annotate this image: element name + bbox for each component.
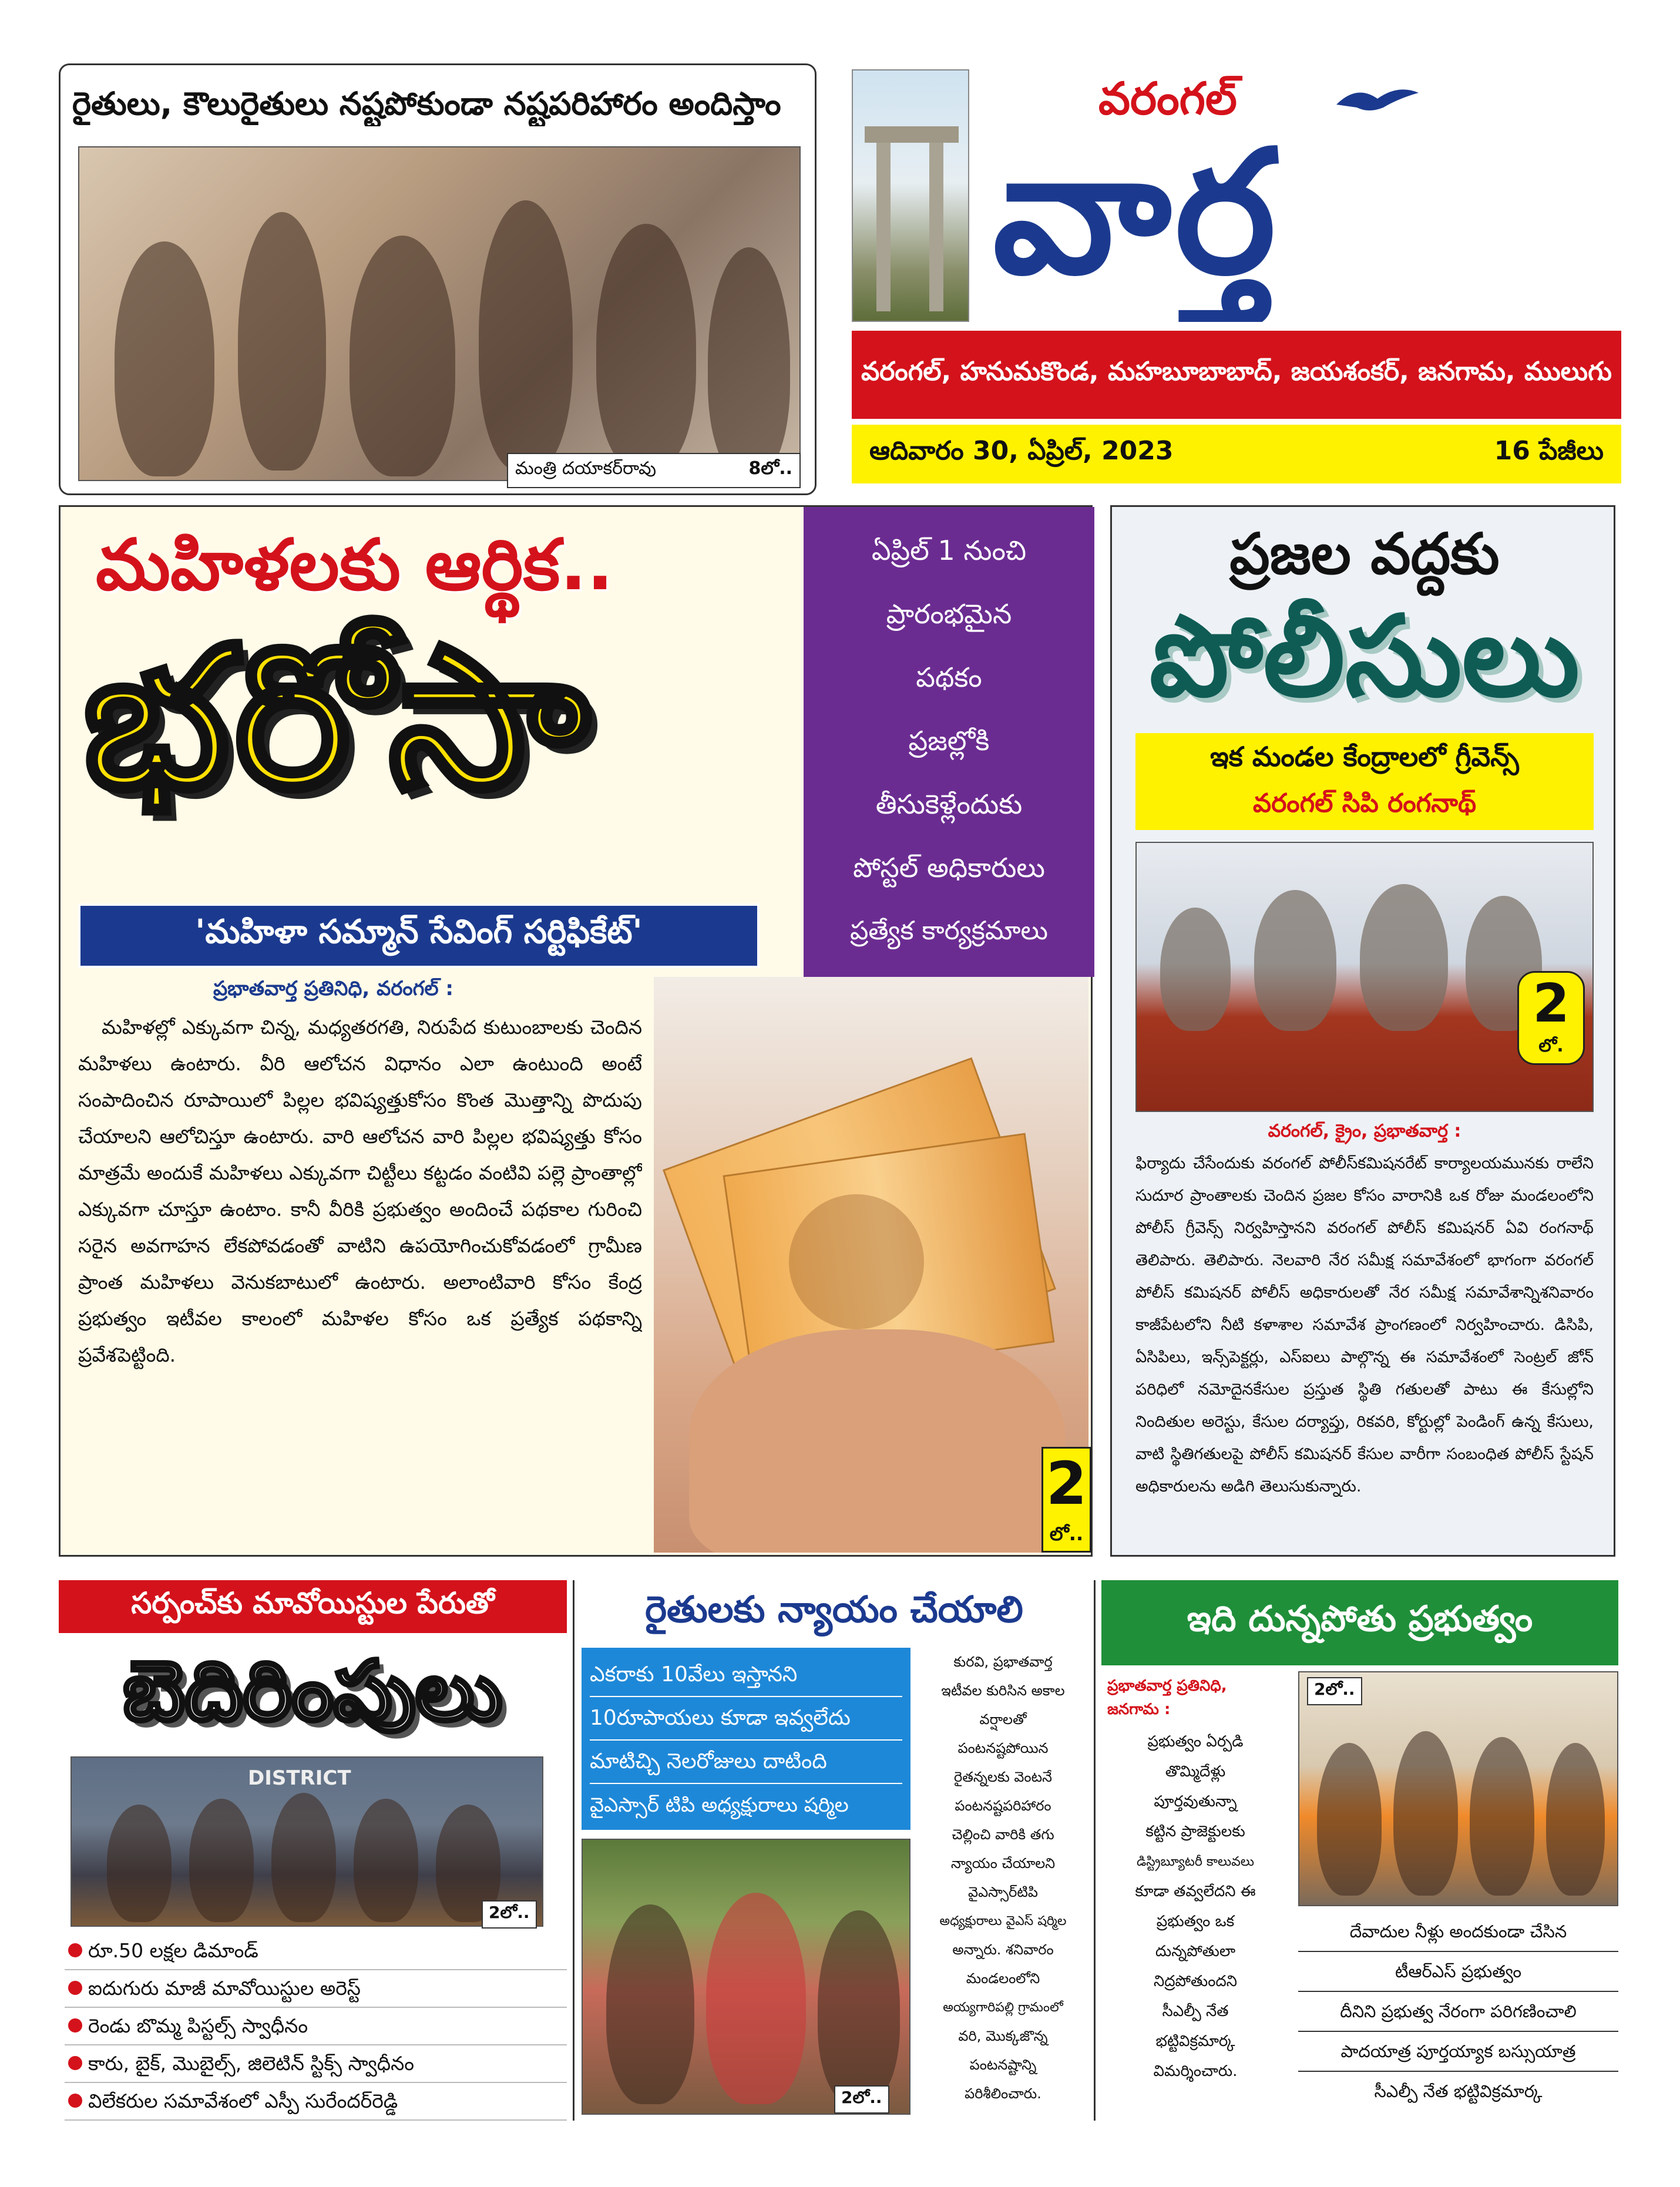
threats-bullet: కారు, బైక్, మొబైల్స్, జిలెటిన్ స్టిక్స్ స్వాధీనం [65,2045,567,2083]
threats-kicker-bar [59,1580,567,1633]
masthead-brand-small: వరంగల్ [1098,72,1237,125]
govt-point: దేవాదుల నీళ్లు అందకుండా చేసిన [1298,1912,1618,1952]
govt-points [1298,1912,1618,2111]
top-left-photo [78,146,801,481]
farmers-body-line: అధ్యక్షురాలు వైఎస్ షర్మిల [939,1914,1067,1929]
police-sub2: వరంగల్ సిపి రంగనాథ్ [1252,788,1477,818]
govt-body-line: ప్రభుత్వం ఏర్పడి [1147,1733,1244,1751]
police-page-badge [1517,971,1585,1065]
lead-side-point: తీసుకెళ్లేందుకు [875,788,1023,820]
govt-body-line: కట్టిన ప్రాజెక్టులకు [1145,1823,1245,1840]
lead-subhead-bar [78,903,760,968]
farmers-point: వైఎస్సార్ టిపి అధ్యక్షురాలు షర్మిల [590,1793,849,1817]
police-sub1: ఇక మండల కేంద్రాలలో గ్రీవెన్స్ [1210,741,1519,772]
govt-body-line: డిస్ట్రిబ్యూటరీ కాలువలు [1136,1855,1255,1869]
lead-body: మహిళల్లో ఎక్కువగా చిన్న, మధ్యతరగతి, నిరుపేద కుటుంబాలకు చెందిన మహిళలు ఉంటారు. వీరి ఆలోచన విధానం ఎలా ఉంటుంది అంటే సంపాదించిన రూపాయిలో పిల్లల భవిష్యత్తుకోసం కొంత మొత్తాన్ని పొదుపు చేయాలని ఆలోచిస్తూ ఉంటారు. వారి ఆలోచన వారి పిల్లల భవిష్యత్తు కోసం మాత్రమే అందుకే మహిళలు ఎక్కువగా చిట్టీలు కట్టడం వంటివి పల్లె ప్రాంతాల్లో ఎక్కువగా చూస్తూ ఉంటాం. కానీ వీరికి ప్రభుత్వం అందించే పథకాల గురించి సరైన అవగాహన లేకపోవడంతో వాటిని ఉపయోగించుకోవడంలో గ్రామీణ ప్రాంత మహిళలు వెనుకబాటులో ఉంటారు. అలాంటివారి కోసం కేంద్ర ప్రభుత్వం ఇటీవల కాలంలో మహిళల కోసం ఒక ప్రత్యేక పథకాన్ని ప్రవేశపెట్టింది. [78,1016,642,1366]
threats-bullet: రూ.50 లక్షల డిమాండ్ [65,1933,567,1970]
lead-byline: ప్రభాతవార్త ప్రతినిధి, వరంగల్ : [213,977,454,1000]
govt-body-line: ప్రభుత్వం ఒక [1156,1913,1235,1930]
govt-point: సీఎల్పీ నేత భట్టివిక్రమార్క [1374,2081,1543,2101]
farmers-body [919,1648,1087,2108]
farmers-headline: రైతులకు న్యాయం చేయాలి [645,1588,1023,1631]
threats-headline: బెదిరింపులు [123,1644,503,1739]
lead-page-num: 2 [1046,1449,1087,1518]
govt-body-line: తొమ్మిదేళ్లు [1165,1763,1226,1780]
govt-body-line: విమర్శించారు. [1153,2062,1238,2080]
masthead-districts: వరంగల్, హనుమకొండ, మహబూబాబాద్, జయశంకర్, జనగామ, ములుగు [861,357,1612,387]
threats-photo-sign: DISTRICT [248,1766,351,1790]
farmers-points-box [582,1648,910,1830]
farmers-body-line: అన్నారు. శనివారం [952,1941,1054,1958]
lead-side-point: ప్రజల్లోకి [908,725,990,757]
govt-body-line: పూర్తవుతున్నా [1154,1793,1237,1810]
lead-page-suffix: లో.. [1049,1523,1084,1545]
police-page-suffix: లో. [1538,1036,1564,1056]
lead-money-photo [654,977,1088,1553]
govt-page-ref: 2లో.. [1307,1677,1362,1705]
farmers-body-line: వరి, మొక్కజొన్న [958,2028,1048,2044]
threats-bullet: ఐదుగురు మాజీ మావోయిస్టుల అరెస్ట్ [65,1970,567,2008]
farmers-body-line: చెల్లించి వారికి తగు [952,1826,1054,1843]
police-page-num: 2 [1533,973,1570,1034]
lead-side-point: ప్రత్యేక కార్యక్రమాలు [850,916,1048,946]
police-byline: వరంగల్, క్రైం, ప్రభాతవార్త : [1268,1121,1461,1141]
threats-story [59,1580,567,2121]
column-rule [1094,1580,1096,2121]
farmers-story [582,1580,1087,2121]
govt-headline: ఇది దున్నపోతు ప్రభుత్వం [1187,1598,1533,1640]
lead-side-point: ప్రారంభమైన [886,598,1012,630]
farmers-body-line: వైఎస్సార్‌టిపి [968,1884,1038,1900]
police-sub-box [1135,733,1594,830]
govt-story [1101,1580,1618,2121]
masthead-pages: 16 పేజీలు [1494,436,1604,466]
lead-side-point: పథకం [916,661,982,693]
govt-point: టీఆర్ఎస్ ప్రభుత్వం [1298,1952,1618,1992]
govt-body [1101,1727,1289,2087]
threats-photo [70,1756,543,1927]
masthead [852,63,1621,492]
farmers-body-line: వర్షాలతో [979,1711,1027,1728]
threats-bullet: విలేకరుల సమావేశంలో ఎస్పీ సురేందర్‌రెడ్డి [65,2083,567,2121]
lead-kicker: మహిళలకు ఆర్థిక.. [96,525,614,606]
police-body: ఫిర్యాదు చేసేందుకు వరంగల్ పోలీస్‌కమిషనరేట్ కార్యాలయమునకు రాలేని సుదూర ప్రాంతాలకు చెందిన ప్రజల కోసం వారానికి ఒక రోజు మండలంలోని పోలీస్ గ్రీవెన్స్ నిర్వహిస్తానని వరంగల్ పోలీస్ కమిషనర్ ఏవి రంగనాథ్ తెలిపారు. తెలిపారు. నెలవారి నేర సమీక్ష సమావేశంలో భాగంగా వరంగల్ పోలీస్ కమిషనర్ పోలీస్ అధికారులతో నేర సమీక్ష సమావేశాన్నిశనివారం కాజీపేటలోని నీటి కళాశాల సమావేశ ప్రాంగణంలో నిర్వహించారు. డిసిపి, ఏసిపిలు, ఇన్స్‌పెక్టర్లు, ఎస్‌ఐలు పాల్గొన్న ఈ సమావేశంలో సెంట్రల్ జోన్ పరిధిలో నమోదైనకేసుల ప్రస్తుత స్థితి గతులతో పాటు ఈ కేసుల్లోని నిందితుల అరెస్టు, కేసుల దర్యాప్తు, రికవరి, కోర్టుల్లో పెండింగ్ ఉన్న కేసులు, వాటి స్థితిగతులపై పోలీస్ కమిషనర్ కేసుల వారీగా సంబంధిత పోలీస్ స్టేషన్ అధికారులను అడిగి తెలుసుకున్నారు. [1135,1154,1594,1496]
farmers-point: మాటిచ్చి నెలరోజులు దాటింది [590,1741,902,1784]
lead-side-point: పోస్టల్ అధికారులు [853,852,1045,883]
govt-point: పాదయాత్ర పూర్తయ్యాక బస్సుయాత్ర [1298,2032,1618,2072]
farmers-body-line: పంటనష్టపరిహారం [955,1798,1051,1814]
lead-subhead: 'మహిళా సమ్మాన్ సేవింగ్ సర్టిఫికేట్' [195,912,643,951]
govt-point: దీనిని ప్రభుత్వ నేరంగా పరిగణించాలి [1298,1992,1618,2032]
farmers-body-line: ఇటీవల కురిసిన అకాల [941,1682,1065,1699]
threats-bullet: రెండు బొమ్మ పిస్టల్స్ స్వాధీనం [65,2008,567,2045]
farmers-body-line: పంటనష్టపోయిన [957,1740,1049,1756]
govt-byline: ప్రభాతవార్త ప్రతినిధి, జనగామ : [1107,1677,1227,1718]
govt-body-line: కూడా తవ్వలేదని ఈ [1135,1883,1256,1900]
govt-headline-bar [1101,1580,1618,1665]
farmers-point: 10రూపాయలు కూడా ఇవ్వలేదు [590,1697,902,1741]
govt-body-line: దున్నపోతులా [1155,1943,1236,1960]
govt-photo [1298,1671,1618,1906]
top-left-caption: మంత్రి దయాకర్‌రావు [515,458,657,479]
farmers-body-line: పరిశీలించారు. [965,2085,1041,2102]
farmers-photo [582,1839,910,2115]
farmers-body-line: రైతన్నలకు వెంటనే [954,1769,1052,1785]
masthead-brand-large: వార్త [993,114,1279,312]
police-kicker: ప్రజల వద్దకు [1229,521,1500,587]
farmers-body-line: న్యాయం చేయాలని [950,1855,1056,1872]
lead-headline: భరోసా [84,606,595,831]
farmers-body-line: అయ్యగారిపల్లి గ్రామంలో [943,2000,1063,2015]
column-rule [573,1580,574,2121]
farmers-body-line: మండలంలోని [966,1970,1040,1987]
farmers-body-line: పంటనష్టాన్ని [969,2057,1037,2073]
police-headline: పోలీసులు [1149,592,1580,721]
top-left-page-ref: 8లో.. [748,458,792,479]
threats-page-ref: 2లో.. [482,1900,537,1929]
masthead-date: ఆదివారం 30, ఏప్రిల్, 2023 [869,436,1174,466]
masthead-fort-photo [852,69,969,322]
lead-story [59,505,1093,1557]
masthead-districts-bar [852,331,1621,419]
lead-side-point: ఏప్రిల్ 1 నుంచి [871,535,1027,566]
top-left-story [59,63,817,495]
top-left-headline: రైతులు, కౌలురైతులు నష్టపోకుండా నష్టపరిహారం అందిస్తాం [72,85,781,122]
top-left-caption-box [507,453,801,488]
police-story [1110,505,1615,1557]
govt-body-line: నిద్రపోతుందని [1153,1973,1238,1990]
masthead-date-bar [852,425,1621,483]
threats-kicker: సర్పంచ్‌కు మావోయిస్టుల పేరుతో [131,1585,495,1620]
lead-side-box [804,507,1094,977]
farmers-page-ref: 2లో.. [834,2085,889,2114]
govt-body-line: భట్టివిక్రమార్క [1155,2033,1235,2050]
farmers-body-line: కురవి, ప్రభాతవార్త [953,1654,1053,1670]
govt-body-line: సీఎల్పీ నేత [1162,2003,1229,2020]
farmers-point: ఎకరాకు 10వేలు ఇస్తానని [590,1654,902,1697]
lead-page-badge [1041,1447,1091,1553]
threats-bullets [65,1933,567,2121]
